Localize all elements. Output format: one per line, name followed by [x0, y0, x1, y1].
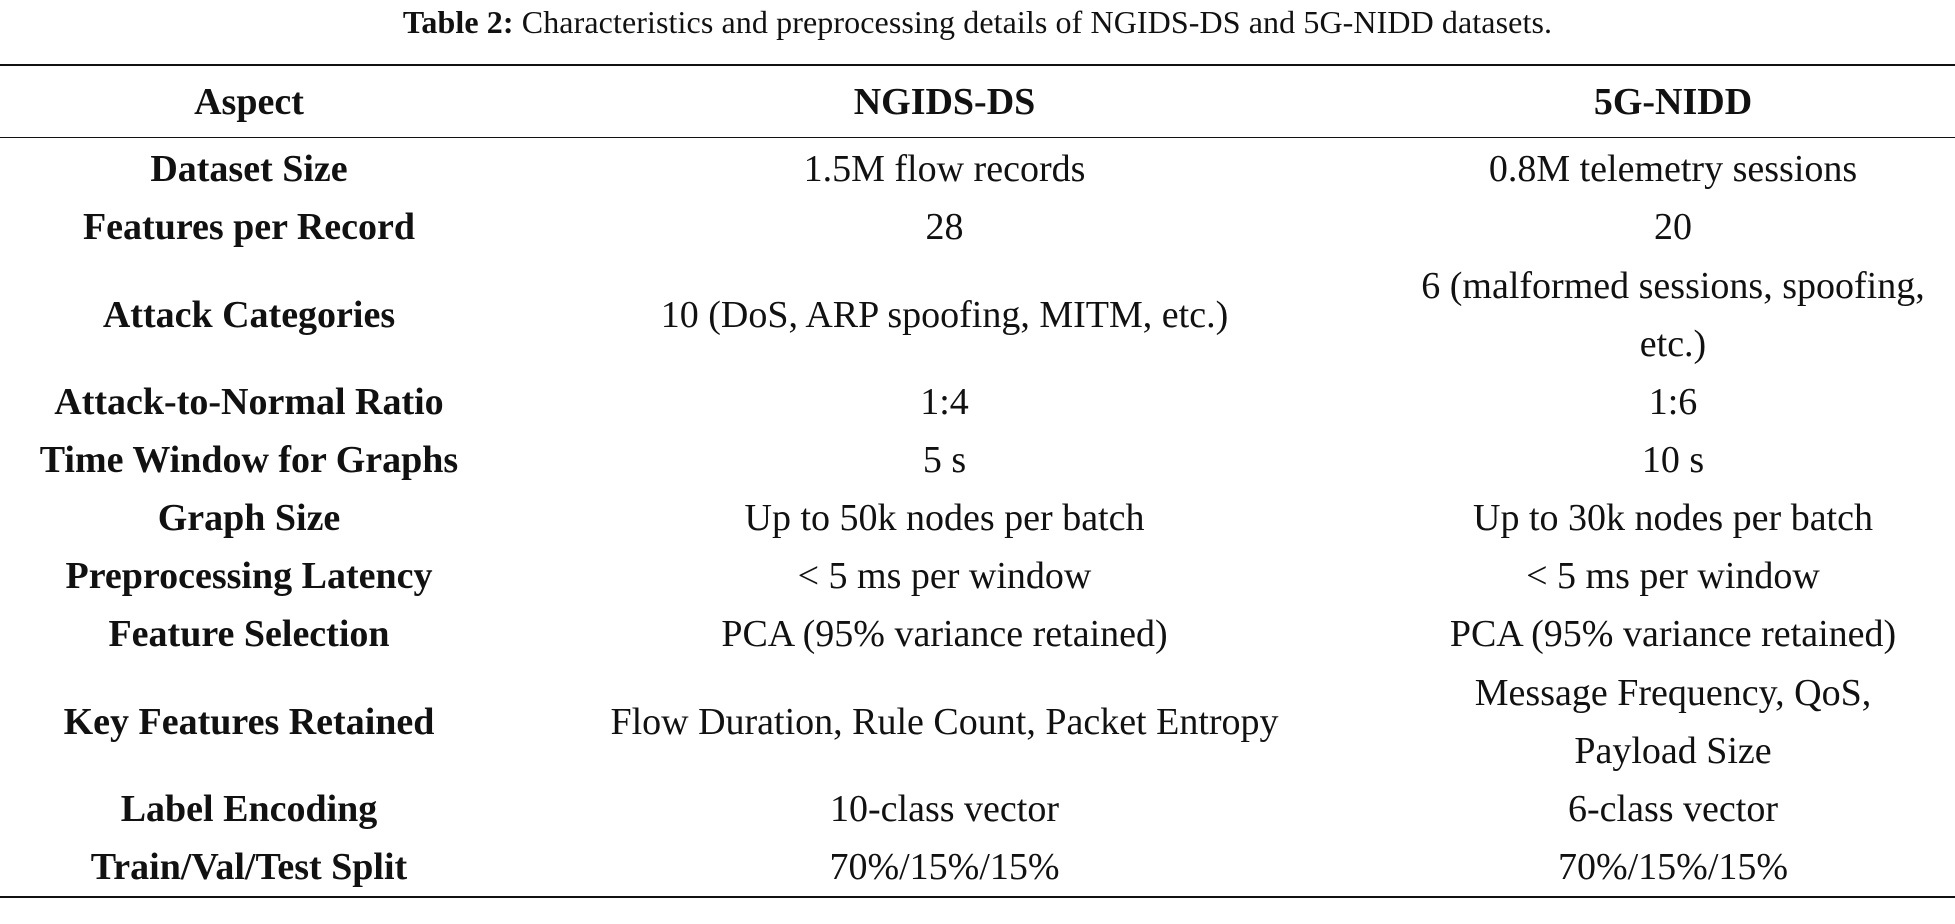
row-nidd-value: 6 (malformed sessions, spoofing, etc.) [1421, 264, 1925, 365]
table-row [0, 663, 1955, 780]
row-ngids-value: 1.5M flow records [803, 148, 1086, 190]
row-aspect: Time Window for Graphs [39, 439, 459, 481]
row-nidd-value: 1:6 [1648, 381, 1698, 423]
row-nidd-value: Up to 30k nodes per batch [1473, 497, 1873, 539]
table-row [0, 838, 1955, 897]
table-row [0, 489, 1955, 547]
row-aspect: Label Encoding [120, 788, 378, 830]
header-aspect: Aspect [194, 80, 304, 123]
table-header-row [0, 65, 1955, 138]
row-ngids-value: 1:4 [920, 381, 969, 423]
row-aspect: Graph Size [157, 497, 341, 539]
row-aspect: Attack-to-Normal Ratio [54, 381, 444, 423]
row-ngids-value: Flow Duration, Rule Count, Packet Entropy [610, 700, 1279, 743]
caption-text: Characteristics and preprocessing details of NGIDS-DS and 5G-NIDD datasets. [513, 4, 1553, 40]
row-aspect: Train/Val/Test Split [90, 846, 408, 888]
row-aspect: Feature Selection [108, 613, 390, 655]
row-nidd-value: PCA (95% variance retained) [1449, 613, 1897, 655]
row-ngids-value: 10 (DoS, ARP spoofing, MITM, etc.) [660, 293, 1229, 336]
row-nidd-value: 0.8M telemetry sessions [1488, 148, 1858, 190]
row-ngids-value: Up to 50k nodes per batch [744, 497, 1145, 539]
row-ngids-value: 5 s [922, 439, 967, 481]
dataset-characteristics-table [0, 64, 1955, 898]
table-row [0, 605, 1955, 663]
row-nidd-value: 6-class vector [1568, 788, 1778, 830]
table-row [0, 780, 1955, 838]
row-aspect: Features per Record [82, 206, 416, 248]
row-nidd-value: < 5 ms per window [1526, 555, 1820, 597]
row-aspect: Attack Categories [102, 293, 396, 336]
table-row [0, 138, 1955, 199]
row-aspect: Dataset Size [150, 148, 348, 190]
row-nidd-value: 70%/15%/15% [1557, 846, 1789, 888]
header-5g-nidd: 5G-NIDD [1593, 80, 1753, 123]
row-nidd-value: 20 [1654, 206, 1692, 248]
row-ngids-value: < 5 ms per window [797, 555, 1092, 597]
row-aspect: Key Features Retained [63, 700, 435, 743]
table-row [0, 256, 1955, 373]
header-ngids-ds: NGIDS-DS [853, 80, 1036, 123]
table-row [0, 431, 1955, 489]
table-row [0, 547, 1955, 605]
row-ngids-value: PCA (95% variance retained) [721, 613, 1168, 655]
row-ngids-value: 70%/15%/15% [829, 846, 1060, 888]
row-ngids-value: 10-class vector [830, 788, 1059, 830]
row-nidd-value: 10 s [1641, 439, 1705, 481]
row-aspect: Preprocessing Latency [65, 555, 433, 597]
table-row [0, 373, 1955, 431]
caption-label: Table 2: [402, 4, 514, 40]
table-caption [0, 0, 1955, 64]
table-row [0, 198, 1955, 256]
row-nidd-value: Message Frequency, QoS, Payload Size [1474, 671, 1872, 772]
row-ngids-value: 28 [925, 206, 964, 248]
